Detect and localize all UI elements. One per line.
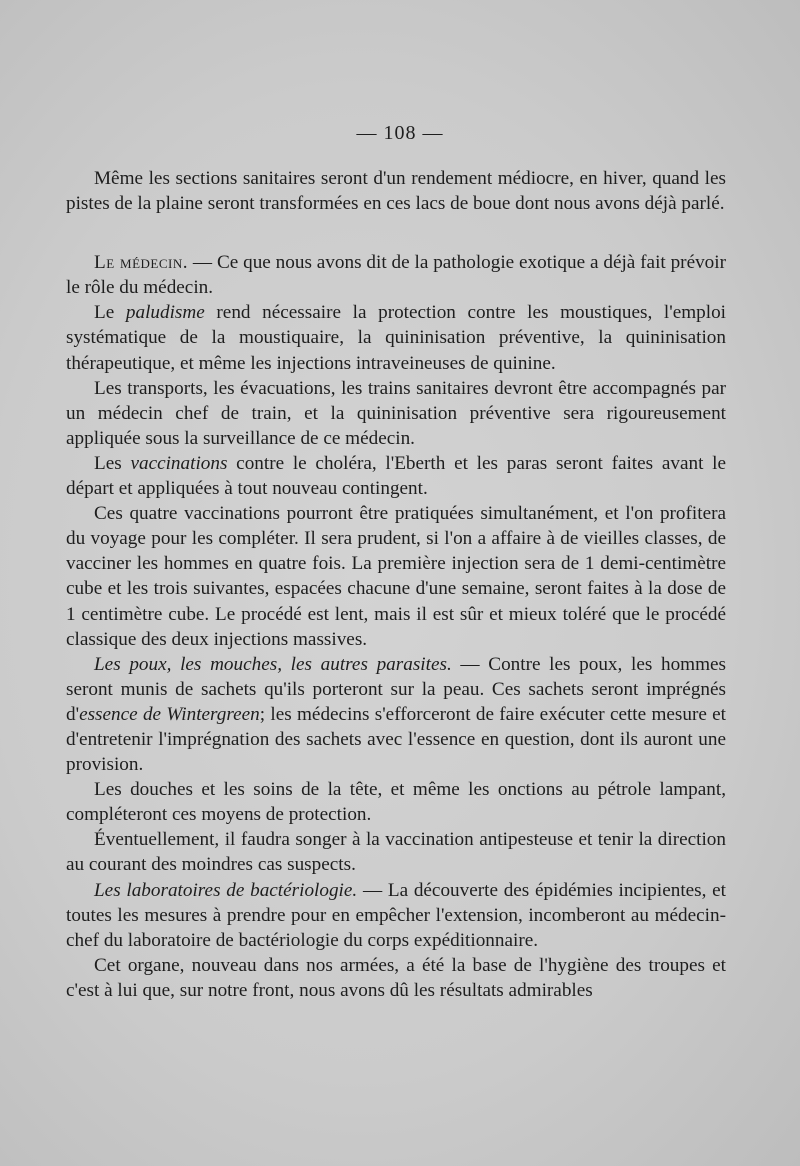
body-text bbox=[66, 166, 726, 1003]
paragraph-1: Même les sections sanitaires seront d'un rendement médiocre, en hiver, quand les pistes de la plaine seront transformées en ces lacs de boue dont nous avons déjà parlé. bbox=[66, 168, 726, 215]
paragraph-8: Les douches et les soins de la tête, et même les onctions au pétrole lampant, compléteront ces moyens de protection. bbox=[66, 779, 726, 826]
section-heading-medecin: Le médecin. bbox=[94, 252, 189, 274]
paragraph-9: Éventuellement, il faudra songer à la vaccination antipesteuse et tenir la direction au courant des moindres cas suspects. bbox=[66, 829, 726, 876]
paragraph-7: Les poux, les mouches, les autres parasites. — Contre les poux, les hommes seront munis de sachets qu'ils porteront sur la peau. Ces sachets seront imprégnés d'essence de Wintergreen; les médecins s'efforceront de faire exécuter cette mesure et d'entretenir l'imprégnation des sachets avec l'essence en question, dont ils auront une provision. bbox=[66, 653, 726, 776]
paragraph-3: Le paludisme rend nécessaire la protection contre les moustiques, l'emploi systématique de la moustiquaire, la quininisation préventive, la quininisation thérapeutique, et même les injections intraveineuses de quinine. bbox=[66, 302, 726, 374]
paragraph-6: Ces quatre vaccinations pourront être pratiquées simultanément, et l'on profitera du voyage pour les compléter. Il sera prudent, si l'on a affaire à de vieilles classes, de vacciner les hommes en quatre fois. La première injection sera de 1 demi-centimètre cube et les trois suivantes, espacées chacune d'une semaine, seront faites à la dose de 1 centimètre cube. Le procédé est lent, mais il est sûr et mieux toléré que le procédé classique des deux injections massives. bbox=[66, 503, 726, 650]
section-heading-parasites: Les poux, les mouches, les autres parasites. bbox=[94, 653, 452, 675]
paragraph-10: Les laboratoires de bactériologie. — La découverte des épidémies incipientes, et toutes les mesures à prendre pour en empêcher l'extension, incomberont au médecin-chef du laboratoire de bactériologie du corps expéditionnaire. bbox=[66, 879, 726, 951]
page-number: — 108 — bbox=[356, 122, 444, 144]
paragraph-4: Les transports, les évacuations, les trains sanitaires devront être accompagnés par un médecin chef de train, et la quininisation préventive sera rigoureusement appliquée sous la surveillance de ce médecin. bbox=[66, 377, 726, 449]
term-paludisme: paludisme bbox=[125, 302, 205, 324]
term-vaccinations: vaccinations bbox=[130, 452, 228, 474]
section-heading-laboratoires: Les laboratoires de bactériologie. bbox=[94, 879, 358, 901]
paragraph-5: Les vaccinations contre le choléra, l'Eberth et les paras seront faites avant le départ et appliquées à tout nouveau contingent. bbox=[66, 452, 726, 500]
term-wintergreen: essence de Wintergreen bbox=[79, 703, 260, 725]
paragraph-11: Cet organe, nouveau dans nos armées, a été la base de l'hygiène des troupes et c'est à lui que, sur notre front, nous avons dû les résultats admirables bbox=[66, 954, 726, 1001]
paragraph-2: Le médecin. — Ce que nous avons dit de la pathologie exotique a déjà fait prévoir le rôle du médecin. bbox=[66, 252, 726, 299]
